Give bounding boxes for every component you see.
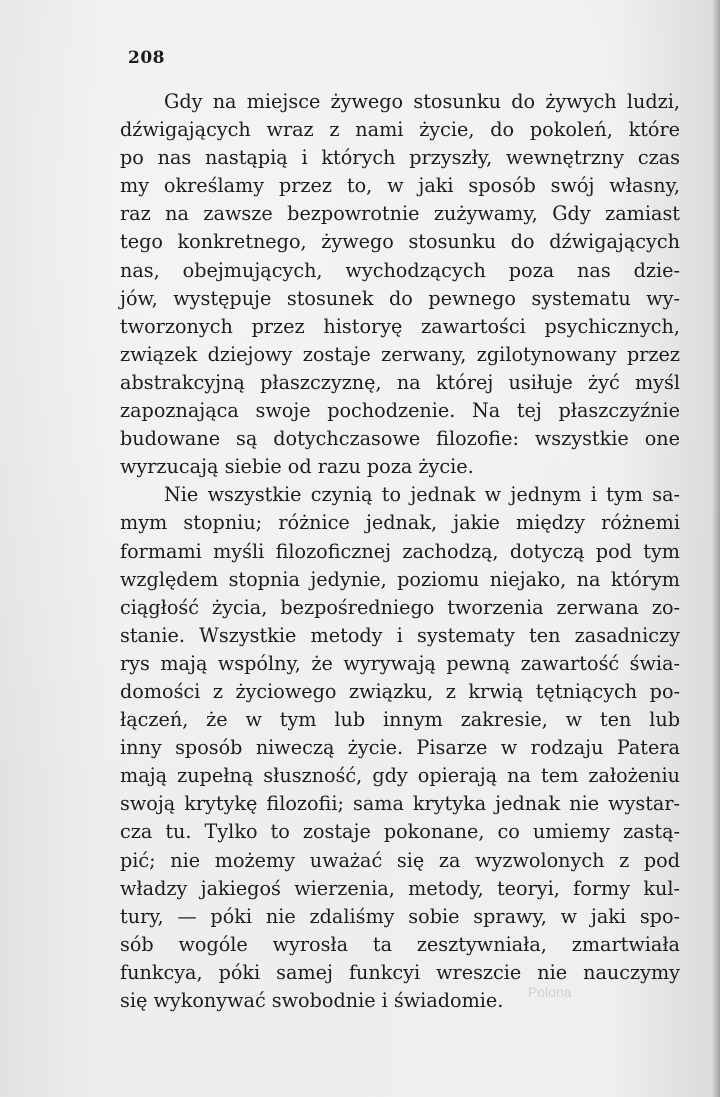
text-line: funkcya, póki samej funkcyi wreszcie nie nauczymy (120, 960, 680, 984)
text-line: pić; nie możemy uważać się za wyzwolonych z pod (120, 848, 680, 872)
text-line: abstrakcyjną płaszczyznę, na której usiłuje żyć myśl (120, 370, 680, 394)
text-line: Gdy na miejsce żywego stosunku do żywych ludzi, (164, 90, 680, 113)
text-line: łączeń, że w tym lub innym zakresie, w ten lub (120, 708, 680, 732)
text-line: formami myśli filozoficznej zachodzą, dotyczą pod tym (120, 539, 680, 563)
text-line: Nie wszystkie czynią to jednak w jednym i tym sa- (164, 483, 680, 507)
text-line: stanie. Wszystkie metody i systematy ten zasadniczy (120, 623, 680, 647)
body-text (120, 88, 680, 1015)
text-line: władzy jakiegoś wierzenia, metody, teoryi, formy kul- (120, 876, 680, 900)
paragraph (120, 481, 680, 1015)
text-line: inny sposób niweczą życie. Pisarze w rodzaju Patera (120, 736, 680, 760)
text-line: dźwigających wraz z nami życie, do pokoleń, które (120, 118, 680, 142)
text-line: związek dziejowy zostaje zerwany, zgilotynowany przez (120, 342, 680, 366)
text-line: tego konkretnego, żywego stosunku do dźwigających (120, 230, 680, 254)
text-line: mają zupełną słuszność, gdy opierają na tem założeniu (120, 764, 680, 788)
page-edge-shadow (712, 0, 720, 1097)
text-line: domości z życiowego związku, z krwią tętniących po- (120, 679, 680, 703)
text-line: po nas nastąpią i których przyszły, wewnętrzny czas (120, 146, 680, 170)
text-line: wyrzucają siebie od razu poza życie. (120, 455, 474, 479)
text-line: swoją krytykę filozofii; sama krytyka jednak nie wystar- (120, 792, 680, 816)
paragraph (120, 88, 680, 481)
text-line: się wykonywać swobodnie i świadomie. (120, 989, 504, 1012)
text-line: względem stopnia jedynie, poziomu niejako, na którym (120, 567, 680, 591)
text-line: cza tu. Tylko to zostaje pokonane, co umiemy zastą- (120, 820, 680, 844)
watermark: Polona (528, 984, 572, 1000)
text-line: nas, obejmujących, wychodzących poza nas dzie- (120, 258, 680, 282)
text-line: ciągłość życia, bezpośredniego tworzenia zerwana zo- (120, 595, 680, 619)
text-line: sób wogóle wyrosła ta zesztywniała, zmartwiała (120, 932, 680, 956)
page-number: 208 (128, 48, 165, 68)
text-line: tury, — póki nie zdaliśmy sobie sprawy, w jaki spo- (120, 904, 680, 928)
text-line: mym stopniu; różnice jednak, jakie między różnemi (120, 511, 680, 535)
text-line: raz na zawsze bezpowrotnie zużywamy, Gdy zamiast (120, 202, 680, 226)
text-line: my określamy przez to, w jaki sposób swój własny, (120, 174, 680, 198)
text-line: zapoznająca swoje pochodzenie. Na tej płaszczyźnie (120, 399, 680, 423)
text-line: jów, występuje stosunek do pewnego systematu wy- (120, 286, 680, 310)
text-line: rys mają wspólny, że wyrywają pewną zawartość świa- (120, 651, 680, 675)
text-line: budowane są dotychczasowe filozofie: wszystkie one (120, 427, 680, 451)
text-line: tworzonych przez historyę zawartości psychicznych, (120, 314, 680, 338)
